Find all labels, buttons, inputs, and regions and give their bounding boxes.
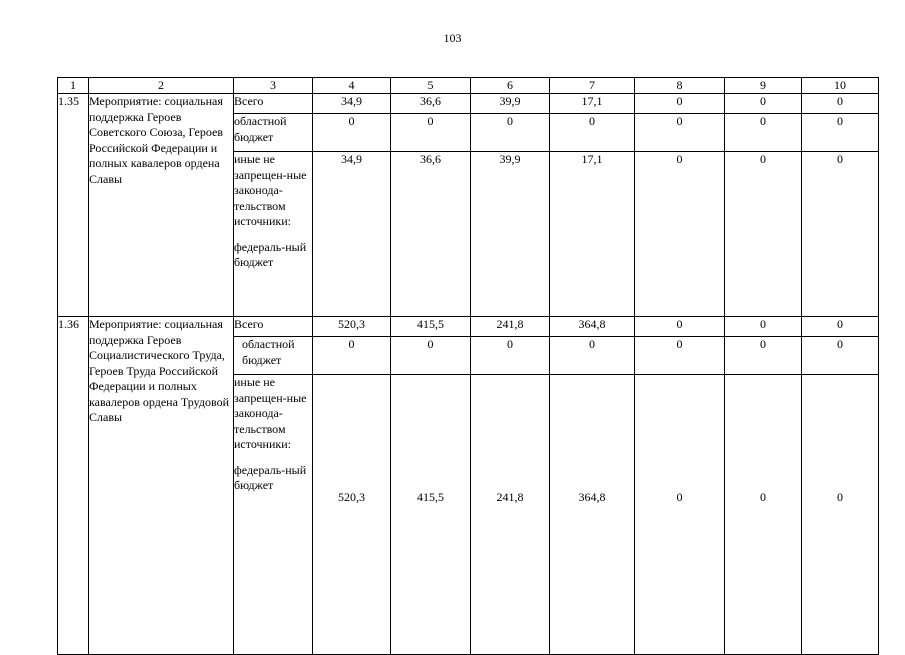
table-cell: 520,3 <box>313 317 391 337</box>
table-cell: 0 <box>802 152 879 317</box>
table-cell: 520,3 <box>313 375 391 655</box>
header-row <box>58 78 879 94</box>
table-cell: 0 <box>550 114 635 152</box>
other-sources-label: иные не запрещен-ные законода-тельством источники: <box>234 375 307 451</box>
table-cell: 0 <box>725 94 802 114</box>
table-cell: 0 <box>802 337 879 375</box>
measure-name: Мероприятие: социальная поддержка Героев Социалистического Труда, Героев Труда Российской Федерации и полных кавалеров ордена Трудовой Славы <box>89 317 234 655</box>
column-header: 9 <box>725 78 802 94</box>
table-cell: 0 <box>725 152 802 317</box>
table-cell: 0 <box>635 375 725 655</box>
budget-table <box>57 77 879 655</box>
federal-budget-label: федераль-ный бюджет <box>234 462 307 492</box>
row-code: 1.36 <box>58 317 89 655</box>
column-header: 1 <box>58 78 89 94</box>
table-cell: 0 <box>635 317 725 337</box>
table-cell: 0 <box>802 94 879 114</box>
table-cell: 415,5 <box>391 317 471 337</box>
table-cell: 0 <box>471 337 550 375</box>
table-row <box>58 317 879 337</box>
table-cell: 0 <box>802 317 879 337</box>
table-cell: 0 <box>635 337 725 375</box>
table-cell: 34,9 <box>313 152 391 317</box>
table-cell: 0 <box>550 337 635 375</box>
table-cell: 364,8 <box>550 375 635 655</box>
funding-source: Всего <box>234 317 313 337</box>
table-cell: 36,6 <box>391 152 471 317</box>
table-cell: 0 <box>391 337 471 375</box>
table-cell: 34,9 <box>313 94 391 114</box>
column-header: 7 <box>550 78 635 94</box>
measure-name: Мероприятие: социальная поддержка Героев Советского Союза, Героев Российской Федерации и полных кавалеров ордена Славы <box>89 94 234 317</box>
table-cell: 0 <box>635 114 725 152</box>
table-cell: 17,1 <box>550 94 635 114</box>
table-cell: 0 <box>802 114 879 152</box>
table-cell: 241,8 <box>471 375 550 655</box>
table-cell: 39,9 <box>471 152 550 317</box>
funding-source: областной бюджет <box>234 337 313 375</box>
other-sources-label: иные не запрещен-ные законода-тельством источники: <box>234 152 307 228</box>
page-number: 103 <box>443 31 462 45</box>
table-cell: 241,8 <box>471 317 550 337</box>
table-cell: 0 <box>313 114 391 152</box>
column-header: 5 <box>391 78 471 94</box>
table-cell: 0 <box>725 317 802 337</box>
table-cell: 0 <box>725 375 802 655</box>
column-header: 6 <box>471 78 550 94</box>
funding-source <box>234 375 313 655</box>
table-cell: 0 <box>391 114 471 152</box>
table-cell: 17,1 <box>550 152 635 317</box>
column-header: 3 <box>234 78 313 94</box>
table-cell: 0 <box>725 337 802 375</box>
table-cell: 0 <box>313 337 391 375</box>
funding-source <box>234 152 313 317</box>
table-cell: 0 <box>802 375 879 655</box>
funding-source: областной бюджет <box>234 114 313 152</box>
table-cell: 39,9 <box>471 94 550 114</box>
table-cell: 415,5 <box>391 375 471 655</box>
table-row <box>58 94 879 114</box>
federal-budget-label: федераль-ный бюджет <box>234 239 307 269</box>
table-cell: 0 <box>635 152 725 317</box>
column-header: 8 <box>635 78 725 94</box>
table-cell: 0 <box>471 114 550 152</box>
table-cell: 0 <box>725 114 802 152</box>
column-header: 2 <box>89 78 234 94</box>
table-cell: 0 <box>635 94 725 114</box>
column-header: 10 <box>802 78 879 94</box>
row-code: 1.35 <box>58 94 89 317</box>
column-header: 4 <box>313 78 391 94</box>
table-cell: 36,6 <box>391 94 471 114</box>
funding-source: Всего <box>234 94 313 114</box>
table-cell: 364,8 <box>550 317 635 337</box>
